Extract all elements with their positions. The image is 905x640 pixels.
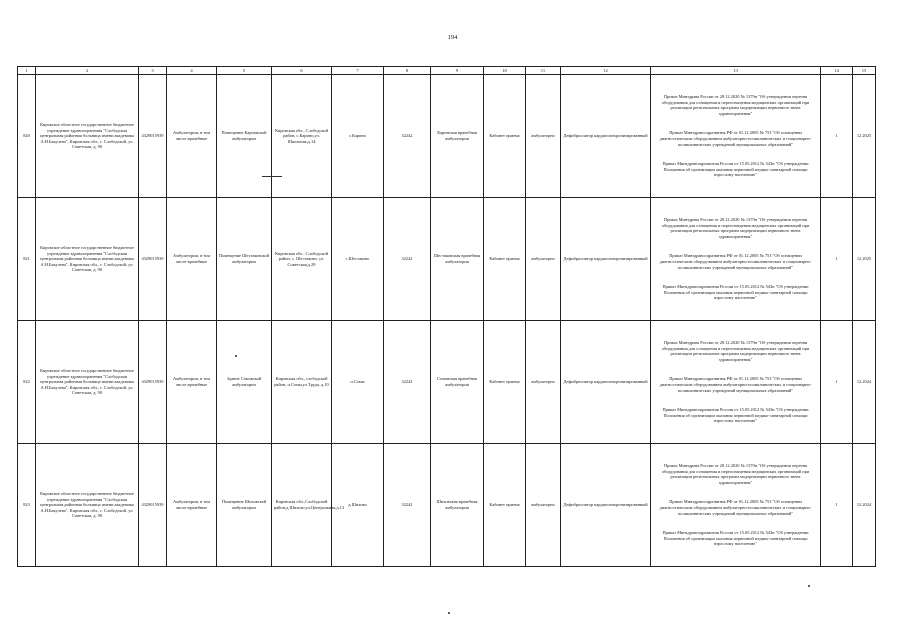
orders-cell — [651, 444, 821, 567]
code-cell: 32242 — [384, 444, 431, 567]
organization-cell: Кировское областное государственное бюджетное учреждение здравоохранения "Слободская центральная районная больница имени академика А.Н.Бакулева", Кировская обл., г. Слободской, ул. Советская, д. 90 — [36, 321, 139, 444]
col-header: 9 — [431, 67, 484, 75]
code-cell: 32242 — [384, 75, 431, 198]
table-row — [18, 198, 876, 321]
facility-name-cell: Помещение Шестаковской амбулатории — [217, 198, 272, 321]
facility-type-cell: Амбулатории, в том числе врачебные — [167, 444, 217, 567]
orders-cell — [651, 75, 821, 198]
inn-cell: 4329015939 — [139, 198, 167, 321]
page-number: 194 — [447, 34, 458, 41]
quantity-cell: 1 — [821, 444, 853, 567]
settlement-cell: с.Карино — [332, 75, 384, 198]
scan-artifact-dot — [448, 612, 450, 614]
address-cell: Кировская обл., слободской район, п.Сомы,ул.Труда, д.10 — [272, 321, 332, 444]
quantity-cell: 1 — [821, 198, 853, 321]
organization-cell: Кировское областное государственное бюджетное учреждение здравоохранения "Слободская центральная районная больница имени академика А.Н.Бакулева", Кировская обл., г. Слободской, ул. Советская, д. 90 — [36, 75, 139, 198]
col-header: 1 — [18, 67, 36, 75]
header-row — [18, 67, 876, 75]
facility-name-cell: Помещение Карповской амбулатории — [217, 75, 272, 198]
table-row — [18, 321, 876, 444]
facility-name-cell: Здание Сомовской амбулатории — [217, 321, 272, 444]
settlement-cell: п.Сомы — [332, 321, 384, 444]
col-header: 11 — [526, 67, 561, 75]
col-header: 6 — [272, 67, 332, 75]
equipment-cell: Дефибриллятор кардиосинхронизированный — [561, 75, 651, 198]
order-text: Приказ Минздравсоцразвития РФ от 01.12.2005 № 753 "Об оснащении диагностическим оборудованием амбулаторно-поликлинических и стационарно-поликлинических учреждений муниципальных образований" — [659, 499, 812, 516]
order-text: Приказ Минздрава России от 28.12.2020 № 1379н "Об утверждении перечня оборудования для оснащения и переоснащения медицинских организаций при реализации региональных программ модернизации первичного звена здравоохранения" — [661, 340, 810, 362]
facility-type-cell: Амбулатории, в том числе врачебные — [167, 75, 217, 198]
scan-artifact-dot — [808, 585, 810, 587]
order-text: Приказ Минздравсоцразвития России от 15.05.2012 № 543н "Об утверждении Положения об организации оказания первичной медико-санитарной помощи взрослому населению" — [662, 530, 809, 547]
room-cell: Кабинет приема — [484, 444, 526, 567]
order-text: Приказ Минздравсоцразвития России от 15.05.2012 № 543н "Об утверждении Положения об организации оказания первичной медико-санитарной помощи взрослому населению" — [662, 161, 809, 178]
order-text: Приказ Минздрава России от 28.12.2020 № 1379н "Об утверждении перечня оборудования для оснащения и переоснащения медицинских организаций при реализации региональных программ модернизации первичного звена здравоохранения" — [661, 217, 810, 239]
col-header: 12 — [561, 67, 651, 75]
equipment-cell: Дефибриллятор кардиосинхронизированный — [561, 198, 651, 321]
orders-cell — [651, 198, 821, 321]
facility-type-cell: Амбулатории, в том числе врачебные — [167, 321, 217, 444]
order-text: Приказ Минздравсоцразвития России от 15.05.2012 № 543н "Об утверждении Положения об организации оказания первичной медико-санитарной помощи взрослому населению" — [662, 407, 809, 424]
address-cell: Кировская обл., Слободской район, с. Шестаково, ул. Советская,д.29 — [272, 198, 332, 321]
row-number: 820 — [18, 75, 36, 198]
date-cell: 12.2024 — [853, 321, 876, 444]
row-number: 822 — [18, 321, 36, 444]
order-text: Приказ Минздравсоцразвития России от 15.05.2012 № 543н "Об утверждении Положения об организации оказания первичной медико-санитарной помощи взрослому населению" — [662, 284, 809, 301]
date-cell: 12.2025 — [853, 75, 876, 198]
col-header: 4 — [167, 67, 217, 75]
unit-cell: Шиховская врачебная амбулатория — [431, 444, 484, 567]
code-cell: 32242 — [384, 198, 431, 321]
inn-cell: 4329015939 — [139, 444, 167, 567]
inn-cell: 4329015939 — [139, 321, 167, 444]
facility-type-cell: Амбулатории, в том числе врачебные — [167, 198, 217, 321]
col-header: 10 — [484, 67, 526, 75]
equipment-cell: Дефибриллятор кардиосинхронизированный — [561, 444, 651, 567]
organization-cell: Кировское областное государственное бюджетное учреждение здравоохранения "Слободская центральная районная больница имени академика А.Н.Бакулева", Кировская обл., г. Слободской, ул. Советская, д. 90 — [36, 444, 139, 567]
order-text: Приказ Минздравсоцразвития РФ от 01.12.2005 № 753 "Об оснащении диагностическим оборудованием амбулаторно-поликлинических и стационарно-поликлинических учреждений муниципальных образований" — [659, 130, 812, 147]
col-header: 5 — [217, 67, 272, 75]
settlement-cell: д.Шихово — [332, 444, 384, 567]
address-cell: Кировская обл., Слободской район, с.Карино,ул. Школьная,д.14 — [272, 75, 332, 198]
inn-cell: 4329015939 — [139, 75, 167, 198]
row-number: 823 — [18, 444, 36, 567]
unit-cell: Шестаковская врачебная амбулатория — [431, 198, 484, 321]
care-cell: амбулаторно — [526, 444, 561, 567]
settlement-cell: с.Шестаково — [332, 198, 384, 321]
address-cell: Кировская обл.,Слободской район,д.Шихово,ул.Центральная,д.13 — [272, 444, 332, 567]
scan-artifact-line — [262, 176, 282, 177]
unit-cell: Каринская врачебная амбулатория — [431, 75, 484, 198]
order-text: Приказ Минздравсоцразвития РФ от 01.12.2005 № 753 "Об оснащении диагностическим оборудованием амбулаторно-поликлинических и стационарно-поликлинических учреждений муниципальных образований" — [659, 253, 812, 270]
care-cell: амбулаторно — [526, 321, 561, 444]
col-header: 15 — [853, 67, 876, 75]
equipment-table — [17, 66, 876, 567]
quantity-cell: 1 — [821, 75, 853, 198]
scan-artifact-dot — [235, 355, 237, 357]
date-cell: 12.2025 — [853, 198, 876, 321]
col-header: 8 — [384, 67, 431, 75]
col-header: 14 — [821, 67, 853, 75]
care-cell: амбулаторно — [526, 198, 561, 321]
organization-cell: Кировское областное государственное бюджетное учреждение здравоохранения "Слободская центральная районная больница имени академика А.Н.Бакулева", Кировская обл., г. Слободской, ул. Советская, д. 90 — [36, 198, 139, 321]
order-text: Приказ Минздрава России от 28.12.2020 № 1379н "Об утверждении перечня оборудования для оснащения и переоснащения медицинских организаций при реализации региональных программ модернизации первичного звена здравоохранения" — [661, 463, 810, 485]
table-row — [18, 75, 876, 198]
unit-cell: Сомовская врачебная амбулатория — [431, 321, 484, 444]
date-cell: 12.2024 — [853, 444, 876, 567]
table-row — [18, 444, 876, 567]
order-text: Приказ Минздрава России от 28.12.2020 № 1379н "Об утверждении перечня оборудования для оснащения и переоснащения медицинских организаций при реализации региональных программ модернизации первичного звена здравоохранения" — [661, 94, 810, 116]
room-cell: Кабинет приема — [484, 321, 526, 444]
room-cell: Кабинет приема — [484, 75, 526, 198]
room-cell: Кабинет приема — [484, 198, 526, 321]
orders-cell — [651, 321, 821, 444]
care-cell: амбулаторно — [526, 75, 561, 198]
equipment-cell: Дефибриллятор кардиосинхронизированный — [561, 321, 651, 444]
quantity-cell: 1 — [821, 321, 853, 444]
facility-name-cell: Помещение Шиховской амбулатории — [217, 444, 272, 567]
code-cell: 32242 — [384, 321, 431, 444]
col-header: 2 — [36, 67, 139, 75]
col-header: 3 — [139, 67, 167, 75]
row-number: 821 — [18, 198, 36, 321]
col-header: 7 — [332, 67, 384, 75]
order-text: Приказ Минздравсоцразвития РФ от 01.12.2005 № 753 "Об оснащении диагностическим оборудованием амбулаторно-поликлинических и стационарно-поликлинических учреждений муниципальных образований" — [659, 376, 812, 393]
col-header: 13 — [651, 67, 821, 75]
